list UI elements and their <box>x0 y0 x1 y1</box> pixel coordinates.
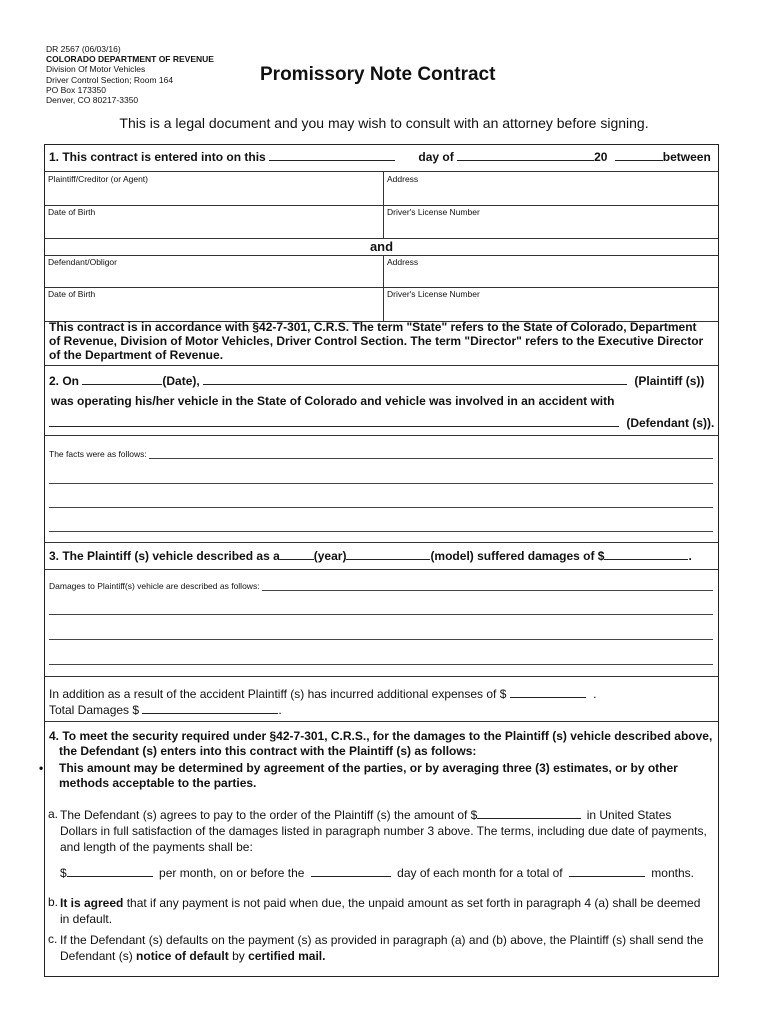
facts-line[interactable] <box>49 507 713 508</box>
damages-line[interactable] <box>49 664 713 665</box>
statute-text: This contract is in accordance with §42-7-301, C.R.S. The term "State" refers to the State of Colorado, Department of Revenue, Division of Motor Vehicles, Driver Control Section. The term "Director" refers to the Executive Director of the Department of Revenue. <box>49 320 704 362</box>
damages-line[interactable] <box>49 614 713 615</box>
form-number: DR 2567 (06/03/16) <box>46 44 121 54</box>
address-line-4: Denver, CO 80217-3350 <box>46 95 139 106</box>
c-text: If the Defendant (s) defaults on the payment (s) as provided in paragraph (a) and (b) above, the Plaintiff (s) shall send the Defendant (s) <box>60 933 704 963</box>
section2-operating-text: was operating his/her vehicle in the State of Colorado and vehicle was involved in an accident with <box>51 394 615 408</box>
column-divider <box>383 255 384 321</box>
vehicle-year-field[interactable] <box>280 548 314 560</box>
c-bold-2: certified mail. <box>248 949 326 963</box>
address-line-2: Driver Control Section; Room 164 <box>46 74 174 85</box>
defendant-name-field[interactable] <box>49 415 619 427</box>
contract-year-field[interactable] <box>615 149 663 161</box>
payment-count-field[interactable] <box>569 865 645 877</box>
b-marker: b. <box>48 895 59 909</box>
expenses-end: . <box>593 687 597 701</box>
section4-intro: 4. To meet the security required under §42-7-301, C.R.S., for the damages to the Plaintiff (s) vehicle described above, the Defendant (s) enters into this contract with the Plaintiff (s) as follows: <box>49 729 713 758</box>
b-rest: that if any payment is not paid when due, the unpaid amount as set forth in paragraph 4 (a) shall be deemed in default. <box>60 896 701 926</box>
divider <box>45 205 718 206</box>
damages-line[interactable] <box>49 639 713 640</box>
section2-defendant-text: (Defendant (s)). <box>626 416 715 430</box>
total-end: . <box>278 703 282 717</box>
defendant-dob-label: Date of Birth <box>48 289 96 299</box>
contract-date-field[interactable] <box>269 149 395 161</box>
pay-month-text: per month, on or before the <box>159 866 305 880</box>
plaintiff-license-label: Driver's License Number <box>387 207 480 217</box>
contract-form <box>39 144 719 977</box>
total-line <box>49 702 282 717</box>
total-text: Total Damages $ <box>49 703 140 717</box>
pay-dollar: $ <box>60 866 67 880</box>
divider <box>45 721 718 722</box>
section3-line <box>49 548 692 563</box>
form-header <box>46 44 214 105</box>
payment-line <box>60 865 694 880</box>
divider <box>45 171 718 172</box>
pay-months-text: months. <box>651 866 694 880</box>
plaintiff-label: Plaintiff/Creditor (or Agent) <box>48 174 148 184</box>
defendant-license-label: Driver's License Number <box>387 289 480 299</box>
c-by: by <box>232 949 245 963</box>
pay-day-text: day of each month for a total of <box>397 866 563 880</box>
section1-text-1: 1. This contract is entered into on this <box>49 150 266 164</box>
defendant-address-label: Address <box>387 257 419 267</box>
accident-date-field[interactable] <box>82 373 162 385</box>
c-bold-1: notice of default <box>136 949 229 963</box>
section1-text-4: between <box>662 150 711 164</box>
section2-on-text: 2. On <box>49 374 80 388</box>
section2-line-1 <box>49 373 704 388</box>
defendant-label: Defendant/Obligor <box>48 257 117 267</box>
expenses-line <box>49 686 596 701</box>
address-line-3: PO Box 173350 <box>46 84 107 95</box>
section1-text-3: 20 <box>594 150 608 164</box>
total-damages-field[interactable] <box>142 702 278 714</box>
c-paragraph <box>60 932 715 964</box>
section4-bullet <box>39 761 719 791</box>
section3-end: . <box>688 549 692 563</box>
damages-label: Damages to Plaintiff(s) vehicle are described as follows: <box>49 581 260 591</box>
plaintiff-dob-label: Date of Birth <box>48 207 96 217</box>
damage-amount-field[interactable] <box>604 548 688 560</box>
and-separator: and <box>369 239 394 254</box>
section2-date-text: (Date), <box>162 374 200 388</box>
facts-line[interactable] <box>49 483 713 484</box>
a-marker: a. <box>48 807 59 821</box>
c-marker: c. <box>48 932 58 946</box>
divider <box>45 542 718 543</box>
section3-model-text: (model) suffered damages of $ <box>430 549 605 563</box>
expenses-amount-field[interactable] <box>510 686 586 698</box>
a-line-1 <box>60 807 671 822</box>
divider <box>45 287 718 288</box>
section3-text-1: 3. The Plaintiff (s) vehicle described as a <box>49 549 280 563</box>
section3-year-text: (year) <box>313 549 347 563</box>
facts-line[interactable] <box>49 531 713 532</box>
divider <box>45 365 718 366</box>
payment-day-field[interactable] <box>311 865 391 877</box>
a-text-2: in United States <box>586 808 672 822</box>
vehicle-model-field[interactable] <box>346 548 430 560</box>
payment-amount-field[interactable] <box>477 807 581 819</box>
divider <box>45 569 718 570</box>
legal-notice: This is a legal document and you may wish to consult with an attorney before signing. <box>119 115 649 131</box>
b-paragraph <box>60 895 710 927</box>
section1-text-2: day of <box>418 150 454 164</box>
bullet-marker: • <box>39 761 44 775</box>
b-bold: It is agreed <box>60 896 124 910</box>
contract-month-field[interactable] <box>457 149 594 161</box>
divider <box>45 676 718 677</box>
page-title: Promissory Note Contract <box>260 64 496 85</box>
plaintiff-name-field[interactable] <box>203 373 627 385</box>
a-text-1: The Defendant (s) agrees to pay to the order of the Plaintiff (s) the amount of $ <box>60 808 478 822</box>
a-rest: Dollars in full satisfaction of the damages listed in paragraph number 3 above. The terms, including due date of payments, and length of the payments shall be: <box>60 824 707 854</box>
plaintiff-address-label: Address <box>387 174 419 184</box>
address-line-1: Division Of Motor Vehicles <box>46 64 146 75</box>
divider <box>45 435 718 436</box>
section1-line <box>49 149 711 164</box>
section2-plaintiff-text: (Plaintiff (s)) <box>634 374 705 388</box>
section2-line-3 <box>49 415 714 430</box>
expenses-text: In addition as a result of the accident Plaintiff (s) has incurred additional expenses of $ <box>49 687 507 701</box>
monthly-payment-field[interactable] <box>67 865 153 877</box>
department-name: COLORADO DEPARTMENT OF REVENUE <box>46 54 214 65</box>
divider <box>45 255 718 256</box>
facts-label: The facts were as follows: <box>49 449 147 459</box>
bullet-text: This amount may be determined by agreement of the parties, or by averaging three (3) estimates, or by other methods acceptable to the parties. <box>59 761 678 790</box>
